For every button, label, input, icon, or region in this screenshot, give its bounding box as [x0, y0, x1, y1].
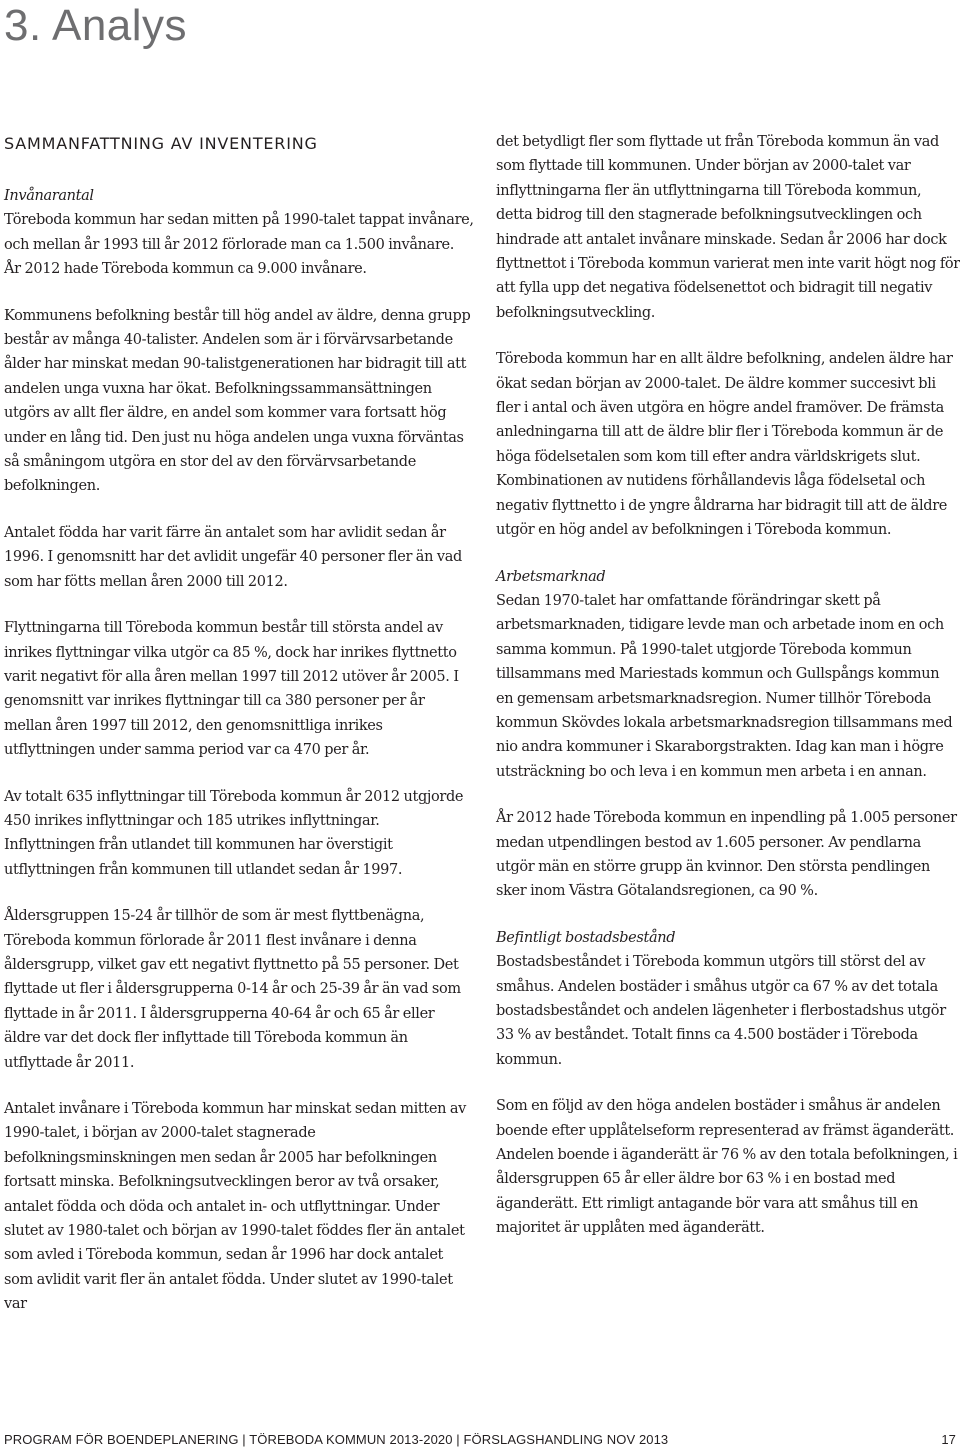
- paragraph: [496, 1094, 960, 1240]
- paragraph-text: Töreboda kommun har en allt äldre befolkning, andelen äldre har ökat sedan början av 2000-talet. De äldre kommer succesivt bli fler i antal och även utgöra en högre andel framöver. De främsta anledningarna till att de äldre blir fler i Töreboda kommun är de höga födelsetalen som kom till efter andra världskrigets slut. Kombinationen av nutidens förhållandevis låga födelsetal och negativ flyttnetto i de yngre åldrarna har bidragit till att de äldre utgör en hög andel av befolkningen i Töreboda kommun.: [496, 351, 953, 539]
- paragraph-text: Flyttningarna till Töreboda kommun består till största andel av inrikes flyttningar vilka utgör ca 85 %, dock har inrikes flyttnetto varit negativt för alla åren mellan 1997 till 2012 utöver år 2005. I genomsnitt var inrikes flyttningar till ca 380 personer per år mellan åren 1997 till 2012, den genomsnittliga inrikes utflyttningen under samma period var ca 470 per år.: [4, 620, 459, 759]
- subheading: Invånarantal: [4, 188, 94, 204]
- paragraph: [496, 347, 960, 542]
- paragraph: [4, 521, 474, 594]
- page-footer: [4, 1432, 960, 1452]
- paragraph-text: Åldersgruppen 15-24 år tillhör de som är mest flyttbenägna, Töreboda kommun förlorade år 2011 flest invånare i denna åldersgrupp, vilket gav ett negativt flyttnetto på 55 personer. Det flyttade ut fler i åldersgrupperna 0-14 år och 25-39 år än vad som flyttade in år 2011. I åldersgrupperna 40-64 år och 65 år eller äldre var det dock fler inflyttade till Töreboda kommun än utflyttade år 2011.: [4, 908, 461, 1071]
- page-number: 17: [941, 1432, 956, 1447]
- paragraph-text: Bostadsbeståndet i Töreboda kommun utgörs till störst del av småhus. Andelen bostäder i småhus utgör ca 67 % av det totala bostadsbeståndet och andelen lägenheter i flerbostadshus utgör 33 % av beståndet. Totalt finns ca 4.500 bostäder i Töreboda kommun.: [496, 954, 946, 1068]
- paragraph: [4, 304, 474, 499]
- paragraph-text: Töreboda kommun har sedan mitten på 1990-talet tappat invånare, och mellan år 1993 till år 2012 förlorade man ca 1.500 invånare. År 2012 hade Töreboda kommun ca 9.000 invånare.: [4, 212, 474, 278]
- paragraph-bostadsbestand: [496, 926, 960, 1072]
- paragraph: [496, 806, 960, 904]
- section-heading: SAMMANFATTNING AV INVENTERING: [4, 134, 318, 153]
- left-column: [4, 130, 474, 1339]
- paragraph-text: Antalet födda har varit färre än antalet som har avlidit sedan år 1996. I genomsnitt har det avlidit ungefär 40 personer fler än vad som har fötts mellan åren 2000 till 2012.: [4, 524, 462, 590]
- paragraph: [4, 904, 474, 1075]
- paragraph-text: Antalet invånare i Töreboda kommun har minskat sedan mitten av 1990-talet, i början av 2000-talet stagnerade befolkningsminskningen men sedan år 2005 har befolkningen fortsatt minska. Befolkningsutvecklingen beror av två orsaker, antalet födda och döda och antalet in- och utflyttningar. Under slutet av 1980-talet och början av 1990-talet föddes fler än antalet som avled i Töreboda kommun, sedan år 1996 har dock antalet som avlidit varit fler än antalet födda. Under slutet av 1990-talet var: [4, 1101, 466, 1313]
- paragraph: [4, 616, 474, 762]
- paragraph-text: Kommunens befolkning består till hög andel av äldre, denna grupp består av många 40-talister. Andelen som är i förvärvsarbetande ålder har minskat medan 90-talistgenerationen har bidragit till att andelen unga vuxna har ökat. Befolkningssammansättningen utgörs av allt fler äldre, en andel som kommer vara fortsatt hög under en lång tid. Den just nu höga andelen unga vuxna förväntas så småningom utgöra en stor del av den förvärvsarbetande befolkningen.: [4, 307, 471, 495]
- subheading: Befintligt bostadsbestånd: [496, 929, 676, 946]
- paragraph: [4, 1097, 474, 1317]
- subheading: Arbetsmarknad: [496, 568, 606, 585]
- right-column: [496, 130, 960, 1263]
- paragraph-arbetsmarknad: [496, 565, 960, 785]
- paragraph-text: Av totalt 635 inflyttningar till Töreboda kommun år 2012 utgjorde 450 inrikes inflyttningar och 185 utrikes inflyttningar. Inflyttningen från utlandet till kommunen har överstigit utflyttningen från kommunen till utlandet sedan år 1997.: [4, 788, 464, 878]
- paragraph-text: År 2012 hade Töreboda kommun en inpendling på 1.005 personer medan utpendlingen bestod av 1.605 personer. Av pendlarna utgör män en större grupp än kvinnor. Den största pendlingen sker inom Västra Götalandsregionen, ca 90 %.: [496, 810, 957, 900]
- paragraph-invanarantal: [4, 184, 474, 282]
- paragraph-text: det betydligt fler som flyttade ut från Töreboda kommun än vad som flyttade till kommunen. Under början av 2000-talet var inflyttningarna fler än utflyttningarna till Töreboda kommun, detta bidrog till den stagnerade befolkningsutvecklingen och hindrade att antalet invånare minskade. Sedan år 2006 har dock flyttnettot i Töreboda kommun varierat men inte varit högt nog för att fylla upp det negativa födelsenettot och bidragit till negativ befolkningsutveckling.: [496, 134, 960, 321]
- paragraph: [496, 130, 960, 325]
- page-title: 3. Analys: [4, 1, 188, 50]
- paragraph-text: Sedan 1970-talet har omfattande förändringar skett på arbetsmarknaden, tidigare levde man och arbetade inom en och samma kommun. På 1990-talet utgjorde Töreboda kommun tillsammans med Mariestads kommun och Gullspångs kommun en gemensam arbetsmarknadsregion. Numer tillhör Töreboda kommun Skövdes lokala arbetsmarknadsregion tillsammans med nio andra kommuner i Skaraborgstrakten. Idag kan man i högre utsträckning bo och leva i en kommun men arbeta i en annan.: [496, 592, 953, 780]
- footer-text: PROGRAM FÖR BOENDEPLANERING | TÖREBODA KOMMUN 2013-2020 | FÖRSLAGSHANDLING NOV 2013: [4, 1432, 669, 1447]
- paragraph: [4, 785, 474, 883]
- paragraph-text: Som en följd av den höga andelen bostäder i småhus är andelen boende efter upplåtelseform representerad av främst äganderätt. Andelen boende i äganderätt är 76 % av den totala befolkningen, i åldersgruppen 65 år eller äldre bor 63 % i en bostad med äganderätt. Ett rimligt antagande bör vara att småhus till en majoritet är upplåten med äganderätt.: [496, 1098, 958, 1237]
